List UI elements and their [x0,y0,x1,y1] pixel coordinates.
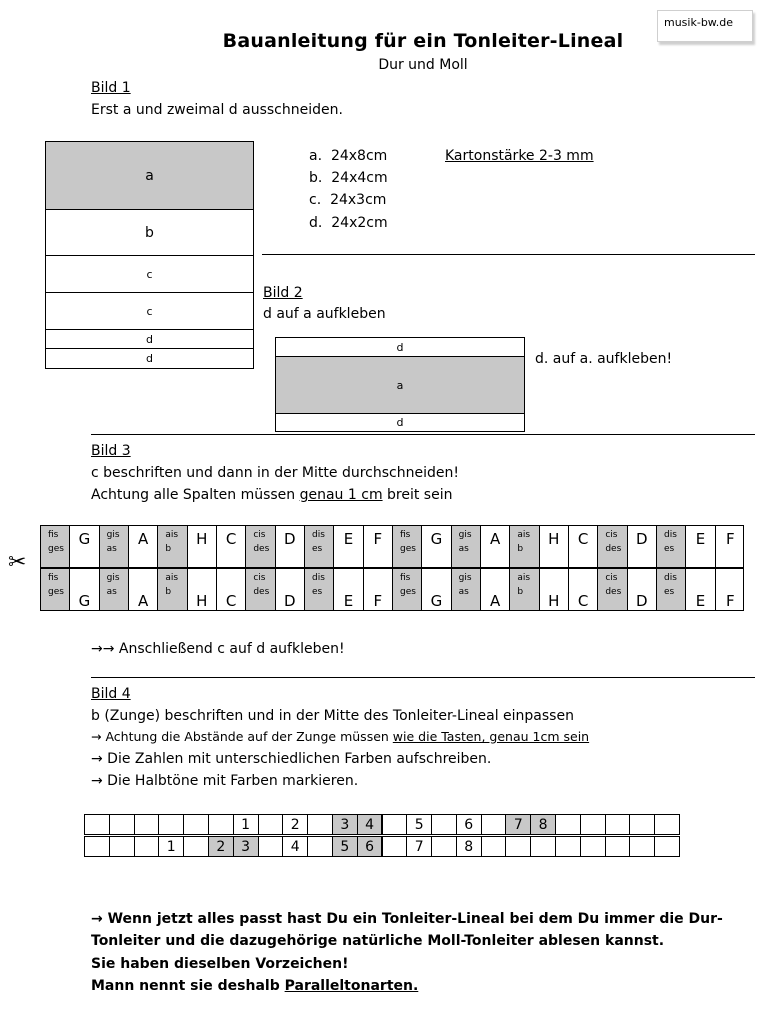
white-key-cell [334,569,363,610]
cut-box-b: b [45,209,254,256]
key-sharp-label: fis [48,530,59,540]
number-grid-cell [481,836,507,857]
number-grid-cell [134,836,160,857]
key-sharp-label: fis [400,530,411,540]
key-note-label: A [138,530,149,548]
key-note-label: C [577,592,589,610]
key-note-label: G [78,530,91,548]
white-key-cell [628,569,657,610]
number-grid-cell: 1 [158,836,184,857]
key-flat-label: es [664,544,675,554]
white-key-cell [686,526,715,567]
number-grid-cell: 3 [233,836,259,857]
number-grid-cell: 7 [406,836,432,857]
black-key-cell [657,569,686,610]
key-note-label: A [138,592,149,610]
cut-box-c: c [45,292,254,330]
key-flat-label: b [165,587,172,597]
key-note-label: D [636,530,648,548]
black-key-cell [41,569,70,610]
key-note-label: C [577,530,589,548]
black-key-cell [100,569,129,610]
section-divider [262,254,755,255]
bild2-text: d auf a aufkleben [263,306,386,322]
key-flat-label: ges [400,544,416,554]
key-sharp-label: ais [517,530,531,540]
number-grid-cell: 4 [282,836,308,857]
white-key-cell [716,526,745,567]
black-key-cell [158,526,187,567]
number-grid-cell [431,836,457,857]
white-key-cell [276,526,305,567]
number-grid-cell [109,836,135,857]
number-grid-cell [654,836,680,857]
key-flat-label: ges [400,587,416,597]
number-grid-cell [629,836,655,857]
black-key-cell [598,569,627,610]
white-key-cell [481,526,510,567]
key-sharp-label: cis [253,530,266,540]
black-key-cell [305,569,334,610]
key-note-label: G [430,592,443,610]
logo-text: musik-bw.de [664,16,734,29]
number-grid-cell [208,814,234,835]
bild3-heading: Bild 3 [91,443,131,459]
cut-box-c: c [45,255,254,293]
number-grid-cell: 3 [332,814,358,835]
karton-note: Kartonstärke 2-3 mm [445,148,594,164]
number-grid-cell [382,836,408,857]
key-note-label: H [548,592,560,610]
number-grid-cell [307,814,333,835]
key-flat-label: des [605,587,622,597]
number-grid-cell [530,836,556,857]
number-grid [84,814,679,860]
key-flat-label: b [517,544,524,554]
number-grid-cell [481,814,507,835]
key-note-label: F [373,530,383,548]
number-grid-cell [258,836,284,857]
size-list-item: b. 24x4cm [309,170,388,186]
key-flat-label: es [312,587,323,597]
key-sharp-label: fis [400,573,411,583]
number-grid-cell: 8 [456,836,482,857]
number-grid-cell [605,814,631,835]
white-key-cell [364,569,393,610]
number-grid-cell: 2 [282,814,308,835]
key-flat-label: des [253,544,270,554]
bild4-line3: → Die Zahlen mit unterschiedlichen Farben aufschreiben. [91,751,492,767]
number-grid-cell [258,814,284,835]
key-sharp-label: ais [165,573,179,583]
white-key-cell [540,569,569,610]
bild4-line4: → Die Halbtöne mit Farben markieren. [91,773,359,789]
number-grid-cell [629,814,655,835]
final-line2: Tonleiter und die dazugehörige natürliche Moll-Tonleiter ablesen kannst. [91,933,665,949]
key-flat-label: b [165,544,172,554]
bild2-side-text: d. auf a. aufkleben! [535,351,673,367]
white-key-cell [70,569,99,610]
number-grid-cell: 5 [406,814,432,835]
key-flat-label: des [253,587,270,597]
number-grid-cell [307,836,333,857]
white-key-cell [217,526,246,567]
bild3-line1: c beschriften und dann in der Mitte durchschneiden! [91,465,459,481]
white-key-cell [70,526,99,567]
white-key-cell [569,569,598,610]
white-key-cell [217,569,246,610]
number-grid-cell [580,836,606,857]
key-note-label: D [284,530,296,548]
black-key-cell [158,569,187,610]
section-divider [91,677,755,678]
size-list-item: a. 24x8cm [309,148,388,164]
bild1-text: Erst a und zweimal d ausschneiden. [91,102,343,118]
key-sharp-label: dis [312,573,325,583]
number-grid-cell: 7 [505,814,531,835]
key-flat-label: ges [48,544,64,554]
number-grid-cell [580,814,606,835]
number-grid-cell: 5 [332,836,358,857]
number-grid-cell: 6 [456,814,482,835]
white-key-cell [481,569,510,610]
key-flat-label: as [458,587,469,597]
number-grid-cell: 4 [357,814,383,835]
key-note-label: G [430,530,443,548]
black-key-cell [100,526,129,567]
key-note-label: D [284,592,296,610]
white-key-cell [188,526,217,567]
key-sharp-label: dis [664,573,677,583]
key-note-label: E [695,530,706,548]
key-note-label: H [548,530,560,548]
key-sharp-label: ais [165,530,179,540]
number-grid-cell [505,836,531,857]
piano-strip-top [40,525,744,568]
black-key-cell [393,526,422,567]
page-subtitle: Dur und Moll [378,57,468,73]
key-flat-label: as [106,544,117,554]
key-note-label: F [726,530,735,548]
number-grid-cell [109,814,135,835]
key-sharp-label: dis [664,530,677,540]
key-sharp-label: ais [517,573,531,583]
black-key-cell [41,526,70,567]
key-note-label: F [373,592,383,610]
black-key-cell [452,569,481,610]
black-key-cell [510,569,539,610]
key-note-label: E [343,592,354,610]
number-grid-cell: 1 [233,814,259,835]
key-sharp-label: gis [106,573,120,583]
key-sharp-label: cis [253,573,266,583]
size-list-item: c. 24x3cm [309,192,387,208]
key-note-label: E [343,530,354,548]
number-grid-cell [84,814,110,835]
bild3-line2: Achtung alle Spalten müssen genau 1 cm breit sein [91,487,453,503]
size-list-item: d. 24x2cm [309,215,388,231]
number-grid-cell [382,814,408,835]
key-flat-label: es [312,544,323,554]
number-grid-cell: 2 [208,836,234,857]
key-note-label: A [490,592,501,610]
key-flat-label: b [517,587,524,597]
black-key-cell [452,526,481,567]
page-title: Bauanleitung für ein Tonleiter-Lineal [222,30,624,52]
key-note-label: F [726,592,735,610]
key-flat-label: as [106,587,117,597]
white-key-cell [569,526,598,567]
number-grid-cell [555,814,581,835]
bild1-heading: Bild 1 [91,80,131,96]
section-divider [91,434,755,435]
black-key-cell [393,569,422,610]
key-flat-label: des [605,544,622,554]
key-note-label: A [490,530,501,548]
white-key-cell [129,569,158,610]
number-grid-cell [555,836,581,857]
key-flat-label: ges [48,587,64,597]
glue-box-d: d [275,413,525,432]
key-sharp-label: gis [458,573,472,583]
white-key-cell [188,569,217,610]
key-sharp-label: fis [48,573,59,583]
white-key-cell [334,526,363,567]
glue-box-a: a [275,356,525,414]
white-key-cell [628,526,657,567]
black-key-cell [510,526,539,567]
key-note-label: G [78,592,91,610]
white-key-cell [129,526,158,567]
key-sharp-label: cis [605,573,618,583]
bild4-heading: Bild 4 [91,686,131,702]
key-sharp-label: gis [458,530,472,540]
black-key-cell [305,526,334,567]
white-key-cell [686,569,715,610]
number-grid-cell [183,836,209,857]
black-key-cell [246,569,275,610]
key-note-label: C [225,530,237,548]
black-key-cell [657,526,686,567]
white-key-cell [716,569,745,610]
key-note-label: H [196,592,208,610]
final-line4: Mann nennt sie deshalb Paralleltonarten. [91,978,419,994]
bild3-after: →→ Anschließend c auf d aufkleben! [91,641,345,657]
cut-box-d: d [45,348,254,369]
key-sharp-label: dis [312,530,325,540]
key-flat-label: es [664,587,675,597]
scissors-icon: ✂ [8,550,27,575]
white-key-cell [540,526,569,567]
final-line1: → Wenn jetzt alles passt hast Du ein Tonleiter-Lineal bei dem Du immer die Dur- [91,911,723,927]
number-grid-cell: 6 [357,836,383,857]
number-grid-cell [605,836,631,857]
piano-strip-bottom [40,568,744,611]
number-grid-cell: 8 [530,814,556,835]
white-key-cell [422,569,451,610]
key-flat-label: as [458,544,469,554]
bild2-heading: Bild 2 [263,285,303,301]
black-key-cell [246,526,275,567]
cut-box-d: d [45,329,254,349]
key-note-label: E [695,592,706,610]
number-grid-cell [158,814,184,835]
bild4-line1: b (Zunge) beschriften und in der Mitte des Tonleiter-Lineal einpassen [91,708,574,724]
final-line3: Sie haben dieselben Vorzeichen! [91,956,349,972]
key-note-label: C [225,592,237,610]
number-grid-cell [183,814,209,835]
white-key-cell [364,526,393,567]
key-note-label: D [636,592,648,610]
key-sharp-label: cis [605,530,618,540]
key-note-label: H [196,530,208,548]
number-grid-cell [134,814,160,835]
black-key-cell [598,526,627,567]
white-key-cell [276,569,305,610]
bild4-line2: → Achtung die Abstände auf der Zunge müssen wie die Tasten, genau 1cm sein [91,729,590,744]
number-grid-cell [654,814,680,835]
cut-box-a: a [45,141,254,210]
glue-box-d: d [275,337,525,357]
number-grid-cell [431,814,457,835]
number-grid-cell [84,836,110,857]
white-key-cell [422,526,451,567]
key-sharp-label: gis [106,530,120,540]
